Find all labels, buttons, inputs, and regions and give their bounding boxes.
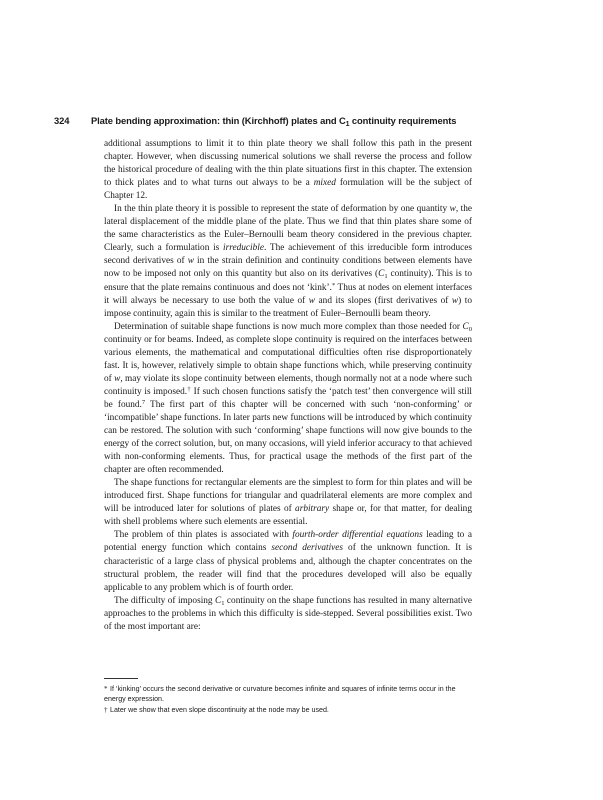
paragraph-3: Determination of suitable shape functions is now much more complex than those needed for $C_0$ continuity or for beams. Indeed, as complete slope continuity is required on the interfaces between various elements, the mathematical and computational difficulties often rise disproportionately fast. It is, however, relatively simple to obtain shape functions which, while preserving continuity of w, may violate its slope continuity between elements, though normally not at a node where such continuity is imposed.† If such chosen functions satisfy the ‘patch test’ then convergence will still be found.$^7$ The first part of this chapter will be concerned with such ‘non-conforming’ or ‘incompatible’ shape functions. In later parts new functions will be introduced by which continuity can be restored. The solution with such ‘conforming’ shape functions will now give bounds to the energy of the correct solution, but, on many occasions, will yield inferior accuracy to that achieved with non-conforming elements. Thus, for practical usage the methods of the first part of the chapter are often recommended. xyxy=(104,321,473,476)
footnotes xyxy=(104,684,472,715)
footnote-text: Later we show that even slope discontinuity at the node may be used. xyxy=(110,705,329,714)
footnote-2 xyxy=(104,705,472,715)
footnote-divider xyxy=(104,678,138,679)
footnote-text: If ‘kinking’ occurs the second derivative or curvature becomes infinite and squares of infinite terms occur in the energy expression. xyxy=(104,685,456,704)
footnote-mark: * xyxy=(104,685,108,693)
footnote-1 xyxy=(104,684,472,705)
chapter-title: Plate bending approximation: thin (Kirchhoff) plates and $C_1$ continuity requirements xyxy=(91,115,457,128)
footnote-ref-star[interactable]: * xyxy=(331,281,336,289)
paragraph-1: additional assumptions to limit it to thin plate theory we shall follow this path in the present chapter. However, when discussing numerical solutions we shall reverse the process and follow the historical procedure of dealing with the thin plate situations first in this chapter. The extension to thick plates and to what turns out always to be a mixed formulation will be the subject of Chapter 12. xyxy=(104,139,472,202)
citation-ref[interactable]: 7 xyxy=(141,398,146,406)
paragraph-4: The shape functions for rectangular elements are the simplest to form for thin plates and will be introduced first. Shape functions for triangular and quadrilateral elements are more complex and will be introduced later for solutions of plates of arbitrary shape or, for that matter, for dealing with shell problems where such elements are essential. xyxy=(104,478,472,528)
page-number: 324 xyxy=(54,115,70,126)
paragraph-5: The problem of thin plates is associated with fourth-order differential equations leading to a potential energy function which contains second derivatives of the unknown function. It is characteristic of a large class of physical problems and, although the chapter concentrates on the structural problem, the reader will find that the procedures developed will also be equally applicable to any problem which is of fourth order. xyxy=(104,530,472,593)
paragraph-6: The difficulty of imposing $C_1$ continuity on the shape functions has resulted in many alternative approaches to the problems in which this difficulty is side-stepped. Several possibilities exist. Two of the most important are: xyxy=(104,595,472,632)
footnote-ref-dagger[interactable]: † xyxy=(187,385,191,393)
body-text xyxy=(104,138,472,634)
paragraph-2: In the thin plate theory it is possible to represent the state of deformation by one quantity w, the lateral displacement of the middle plane of the plate. Thus we find that thin plates share some of the same characteristics as the Euler–Bernoulli beam theory considered in the previous chapter. Clearly, such a formulation is irreducible. The achievement of this irreducible form introduces second derivatives of w in the strain definition and continuity conditions between elements have now to be imposed not only on this quantity but also on its derivatives ($C_1$ continuity). This is to ensure that the plate remains continuous and does not ‘kink’.* Thus at nodes on element interfaces it will always be necessary to use both the value of w and its slopes (first derivatives of w) to impose continuity, again this is similar to the treatment of Euler–Bernoulli beam theory. xyxy=(104,204,473,319)
running-head xyxy=(54,115,524,126)
footnote-mark: † xyxy=(104,705,108,714)
